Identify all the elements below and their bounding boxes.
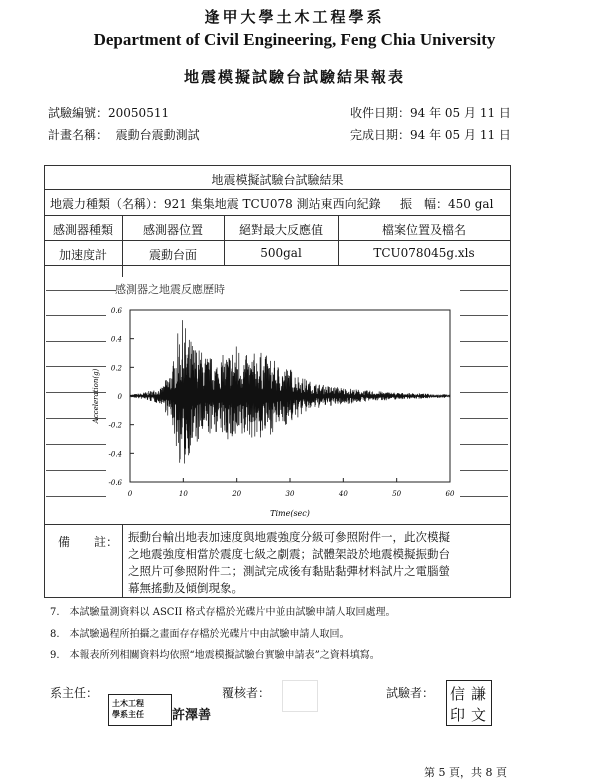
test-number-label: 試驗編號： (48, 106, 109, 120)
eq-type-label: 地震力種類（名稱）： (50, 197, 165, 211)
tester-stamp-char-3: 印 (450, 706, 466, 724)
acceleration-time-history-chart (80, 278, 470, 520)
x-axis-label: Time(sec) (270, 509, 310, 518)
chair-stamp-line-1: 土木工程 (112, 698, 144, 708)
eq-type (50, 195, 381, 212)
table-caption: 地震模擬試驗台試驗結果 (211, 173, 344, 187)
completed-date (350, 126, 511, 143)
col-header-max-response: 絕對最大反應值 (238, 223, 323, 237)
plan-name-label: 計畫名稱： (48, 128, 109, 142)
amplitude-value: 450 gal (448, 197, 494, 211)
tester-stamp-char-1: 信 (450, 685, 466, 703)
y-axis-label: Acceleration(g) (92, 368, 100, 424)
tester-stamp-char-4: 文 (471, 706, 487, 724)
acceleration-signal (130, 320, 450, 463)
report-title: 地震模擬試驗台試驗結果報表 (183, 68, 405, 86)
amplitude-label: 振 幅： (400, 197, 449, 211)
note-7: 7. 本試驗量測資料以 ASCII 格式存檔於光碟片中並由試驗申請人取回處理。 (50, 607, 396, 618)
test-number-value: 20050511 (108, 106, 170, 120)
tester-label: 試驗者： (386, 686, 435, 700)
x-tick-label: 30 (285, 490, 295, 498)
chart-title: 感測器之地震反應歷時 (115, 283, 225, 296)
x-tick-label: 10 (178, 490, 188, 498)
col-header-sensor-type: 感測器種類 (52, 223, 113, 237)
tester-stamp-char-2: 謙 (471, 685, 487, 703)
y-tick-label: 0.2 (110, 364, 122, 373)
remarks-line-4: 幕無搖動及傾倒現象。 (128, 581, 243, 595)
y-tick-label: 0 (117, 393, 122, 401)
page-number: 第 5 頁，共 8 頁 (424, 766, 507, 779)
y-tick-label: -0.2 (108, 421, 122, 430)
note-8: 8. 本試驗過程所拍攝之畫面存存檔於光碟片中由試驗申請人取回。 (50, 629, 350, 640)
y-tick-label: -0.4 (108, 450, 122, 459)
chair-label: 系主任： (50, 686, 99, 700)
y-tick-label: 0.4 (110, 335, 122, 344)
x-tick-label: 60 (445, 490, 455, 498)
col-header-file: 檔案位置及檔名 (381, 223, 466, 237)
reviewer-signature-box (282, 680, 318, 712)
eq-type-value: 921 集集地震 TCU078 測站東西向紀錄 (164, 197, 381, 211)
x-tick-label: 0 (127, 490, 133, 498)
remarks-label: 備 註： (58, 535, 119, 549)
remarks-line-2: 之地震強度相當於震度七級之劇震；試體架設於地震模擬振動台 (128, 547, 450, 561)
tester-stamp (446, 680, 492, 726)
plan-name-value: 震動台震動測試 (115, 128, 200, 142)
remarks-line-3: 之照片可參照附件二；測試完成後有黏貼黏彈材料試片之電腦螢 (128, 564, 450, 578)
x-axis-ticks (128, 478, 455, 498)
received-date-value: 94 年 05 月 11 日 (410, 106, 511, 120)
completed-date-value: 94 年 05 月 11 日 (410, 128, 511, 142)
cell-sensor-position: 震動台面 (148, 248, 197, 262)
cell-file-name: TCU078045g.xls (373, 246, 475, 260)
reviewer-label: 覆核者： (222, 686, 271, 700)
acceleration-trace (130, 320, 450, 463)
received-date-label: 收件日期： (350, 106, 411, 120)
y-tick-label: 0.6 (110, 307, 122, 315)
y-tick-label: -0.6 (108, 479, 122, 487)
x-tick-label: 50 (392, 490, 402, 498)
note-9: 9. 本報表所列相關資料均依照“地震模擬試驗台實驗申請表”之資料填寫。 (50, 650, 380, 661)
completed-date-label: 完成日期： (350, 128, 411, 142)
plan-name (48, 126, 200, 143)
school-name: 逢甲大學土木工程學系 (204, 8, 385, 26)
amplitude (400, 195, 493, 212)
chair-signature: 許澤善 (172, 708, 212, 723)
remarks-line-1: 振動台輸出地表加速度與地震強度分級可參照附件一，此次模擬 (128, 530, 450, 544)
chair-stamp (108, 694, 172, 726)
x-tick-label: 20 (232, 490, 242, 498)
x-tick-label: 40 (338, 490, 348, 498)
cell-max-response: 500gal (260, 246, 302, 260)
cell-sensor-type: 加速度計 (58, 248, 107, 262)
chair-stamp-line-2: 學系主任 (112, 709, 144, 719)
received-date (350, 104, 511, 121)
department-name: Department of Civil Engineering, Feng Chia University (93, 30, 496, 49)
col-header-sensor-position: 感測器位置 (142, 223, 203, 237)
test-number (48, 104, 169, 121)
